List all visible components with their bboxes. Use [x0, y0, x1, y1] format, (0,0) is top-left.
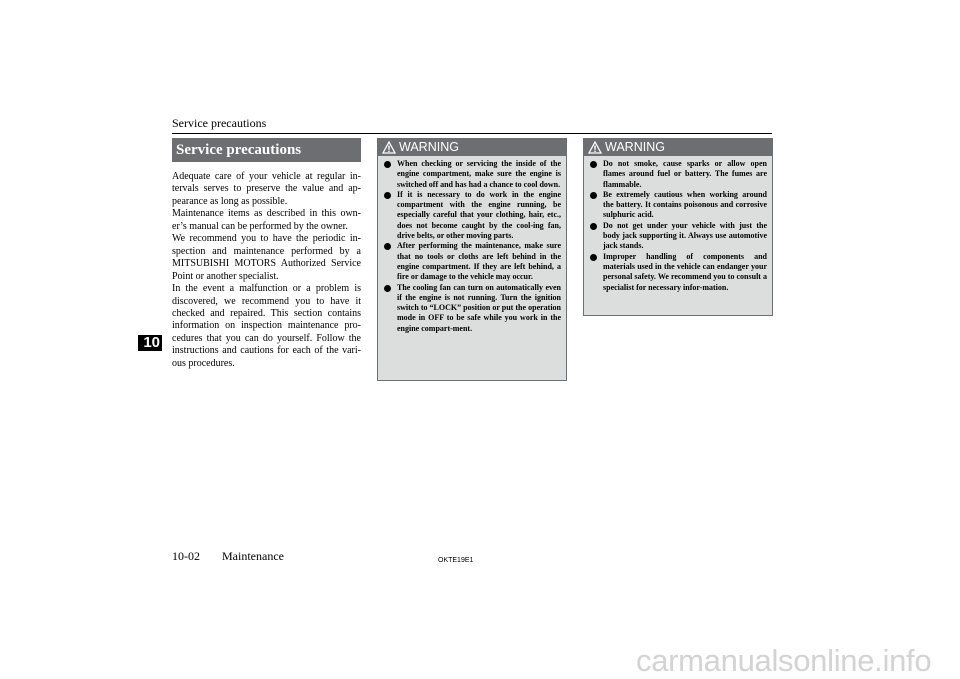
watermark: carmanualsonline.info [636, 643, 932, 678]
warning-item [590, 252, 767, 293]
warning-list [584, 156, 772, 293]
warning-item-text: Do not get under your vehicle with just the body jack supporting it. Always use automotive jack stands. [603, 220, 767, 251]
bullet-icon [590, 192, 597, 199]
warning-item-text: After performing the maintenance, make sure that no tools or cloths are left behind in the engine compartment. If they are left behind, a fire or damage to the vehicle may occur. [397, 241, 561, 282]
warning-item-text: Be extremely cautious when working around the battery. It contains poisonous and corrosive sulphuric acid. [603, 189, 767, 220]
bullet-icon [384, 161, 391, 168]
document-code: OKTE19E1 [438, 557, 474, 564]
page-number: 10-02 [172, 549, 200, 563]
bullet-icon [384, 285, 391, 292]
warning-label: WARNING [605, 140, 665, 154]
chapter-tab: 10 [138, 335, 162, 351]
warning-triangle-icon [382, 141, 396, 154]
warning-item-text: Improper handling of components and materials used in the vehicle can endanger your personal safety. We recommend you to consult a specialist for necessary infor-mation. [603, 251, 767, 292]
running-header: Service precautions [172, 116, 267, 130]
body-paragraph: Maintenance items as described in this own-er’s manual can be performed by the owner. [172, 208, 361, 232]
bullet-icon [384, 243, 391, 250]
body-paragraph: We recommend you to have the periodic in-spection and maintenance performed by a MITSUBISHI MOTORS Authorized Service Point or another specialist. [172, 233, 361, 282]
footer-section-name: Maintenance [222, 549, 284, 563]
warning-triangle-icon [588, 141, 602, 154]
warning-item [384, 159, 561, 190]
warning-item [590, 221, 767, 252]
warning-item [384, 241, 561, 282]
warning-list [378, 156, 566, 334]
warning-item-text: When checking or servicing the inside of the engine compartment, make sure the engine is switched off and has had a chance to cool down. [397, 159, 561, 189]
warning-item [384, 190, 561, 241]
bullet-icon [384, 192, 391, 199]
warning-item-text: The cooling fan can turn on automatically even if the engine is not running. Turn the ignition switch to “LOCK” position or put the operation mode in OFF to be safe while you work in the engine compart-ment. [397, 282, 561, 333]
body-paragraph: Adequate care of your vehicle at regular in-tervals serves to preserve the value and ap-pearance as long as possible. [172, 171, 361, 207]
bullet-icon [590, 161, 597, 168]
warning-box-1 [377, 138, 567, 381]
warning-header [584, 139, 772, 156]
body-text [172, 171, 361, 370]
warning-item [590, 159, 767, 190]
section-heading: Service precautions [172, 138, 361, 162]
body-paragraph: In the event a malfunction or a problem is discovered, we recommend you to have it checked and repaired. This section contains information on inspection maintenance pro-cedures that you can do yourself. Follow the instructions and cautions for each of the vari-ous procedures. [172, 283, 361, 369]
warning-item [384, 283, 561, 334]
bullet-icon [590, 223, 597, 230]
warning-header [378, 139, 566, 156]
warning-label: WARNING [399, 140, 459, 154]
warning-item-text: If it is necessary to do work in the engine compartment with the engine running, be especially careful that your clothing, hair, etc., does not become caught by the cool-ing fan, drive belts, or other moving parts. [397, 189, 561, 241]
warning-item [590, 190, 767, 221]
header-rule [172, 133, 772, 134]
bullet-icon [590, 254, 597, 261]
warning-item-text: Do not smoke, cause sparks or allow open flames around fuel or battery. The fumes are flammable. [603, 159, 767, 189]
warning-box-2 [583, 138, 773, 316]
